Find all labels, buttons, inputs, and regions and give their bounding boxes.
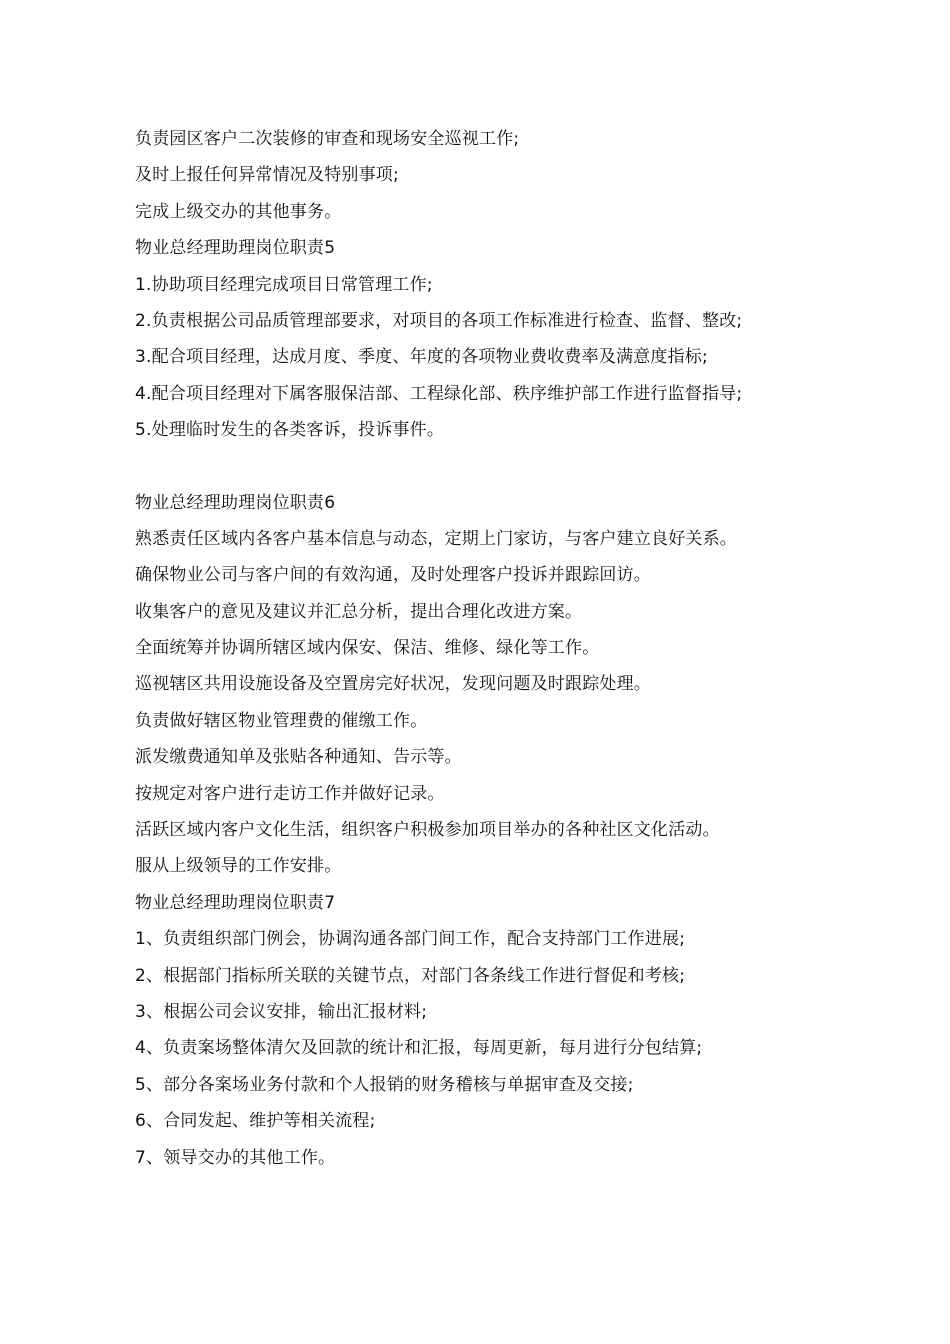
text-line: 巡视辖区共用设施设备及空置房完好状况，发现问题及时跟踪处理。 xyxy=(135,674,651,695)
text-line: 全面统筹并协调所辖区域内保安、保洁、维修、绿化等工作。 xyxy=(135,638,600,659)
text-line: 4、负责案场整体清欠及回款的统计和汇报，每周更新，每月进行分包结算; xyxy=(135,1038,703,1059)
text-line: 按规定对客户进行走访工作并做好记录。 xyxy=(135,783,445,804)
text-line: 3、根据公司会议安排，输出汇报材料; xyxy=(135,1001,428,1022)
text-line: 5、部分各案场业务付款和个人报销的财务稽核与单据审查及交接; xyxy=(135,1074,634,1095)
text-line: 完成上级交办的其他事务。 xyxy=(135,201,342,222)
text-line: 活跃区域内客户文化生活，组织客户积极参加项目举办的各种社区文化活动。 xyxy=(135,820,720,841)
text-line: 物业总经理助理岗位职责7 xyxy=(135,892,336,913)
text-line: 1.协助项目经理完成项目日常管理工作; xyxy=(135,274,433,295)
text-line: 2、根据部门指标所关联的关键节点，对部门各条线工作进行督促和考核; xyxy=(135,965,686,986)
text-line: 及时上报任何异常情况及特别事项; xyxy=(135,165,399,186)
text-line: 负责园区客户二次装修的审查和现场安全巡视工作; xyxy=(135,129,520,149)
text-line: 6、合同发起、维护等相关流程; xyxy=(135,1111,376,1132)
text-line: 物业总经理助理岗位职责5 xyxy=(135,238,336,259)
paragraph-gap xyxy=(135,449,925,485)
text-line: 确保物业公司与客户间的有效沟通，及时处理客户投诉并跟踪回访。 xyxy=(135,565,651,586)
text-line: 4.配合项目经理对下属客服保洁部、工程绿化部、秩序维护部工作进行监督指导; xyxy=(135,383,743,404)
text-line: 2.负责根据公司品质管理部要求，对项目的各项工作标准进行检查、监督、整改; xyxy=(135,310,743,331)
text-line: 3.配合项目经理，达成月度、季度、年度的各项物业费收费率及满意度指标; xyxy=(135,347,708,368)
text-line: 物业总经理助理岗位职责6 xyxy=(135,492,336,513)
text-line: 1、负责组织部门例会，协调沟通各部门间工作，配合支持部门工作进展; xyxy=(135,929,686,950)
text-block-2 xyxy=(135,485,925,1176)
text-line: 服从上级领导的工作安排。 xyxy=(135,856,342,877)
text-line: 收集客户的意见及建议并汇总分析，提出合理化改进方案。 xyxy=(135,601,583,622)
text-line: 负责做好辖区物业管理费的催缴工作。 xyxy=(135,710,428,731)
text-line: 7、领导交办的其他工作。 xyxy=(135,1147,336,1168)
text-block-1 xyxy=(135,121,925,449)
text-line: 熟悉责任区域内各客户基本信息与动态，定期上门家访，与客户建立良好关系。 xyxy=(135,528,737,549)
text-line: 派发缴费通知单及张贴各种通知、告示等。 xyxy=(135,747,462,768)
document-body xyxy=(135,121,925,1176)
text-line: 5.处理临时发生的各类客诉，投诉事件。 xyxy=(135,420,445,441)
